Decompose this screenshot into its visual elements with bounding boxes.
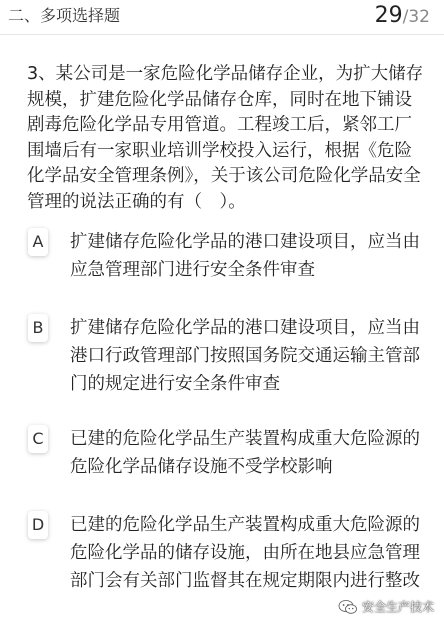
header-bar xyxy=(0,0,444,35)
option-text-a[interactable]: 扩建储存危险化学品的港口建设项目，应当由应急管理部门进行安全条件审查 xyxy=(70,232,420,280)
watermark-text: 安全生产技术 xyxy=(361,600,434,614)
counter-total: 32 xyxy=(408,7,430,27)
option-letter-c[interactable]: C xyxy=(28,425,48,453)
option-letter-b[interactable]: B xyxy=(28,314,48,342)
wechat-icon xyxy=(338,599,358,615)
option-letter-a[interactable]: A xyxy=(28,228,48,256)
option-text-b[interactable]: 扩建储存危险化学品的港口建设项目，应当由港口行政管理部门按照国务院交通运输主管部门的规定进行安全条件审查 xyxy=(70,318,420,394)
counter-current: 29 xyxy=(374,3,403,28)
counter-separator: / xyxy=(402,7,409,27)
option-text-d[interactable]: 已建的危险化学品生产装置构成重大危险源的危险化学品的储存设施，由所在地县应急管理部门会有关部门监督其在规定期限内进行整改 xyxy=(70,515,420,591)
section-title: 二、多项选择题 xyxy=(8,6,121,25)
watermark xyxy=(338,598,434,615)
option-letter-d[interactable]: D xyxy=(28,511,48,539)
option-text-c[interactable]: 已建的危险化学品生产装置构成重大危险源的危险化学品储存设施不受学校影响 xyxy=(70,429,420,477)
question-text: 3、某公司是一家危险化学品储存企业，为扩大储存规模，扩建危险化学品储存仓库，同时在地下铺设剧毒危险化学品专用管道。工程竣工后，紧邻工厂围墙后有一家职业培训学校投入运行，根据《危险化学品安全管理条例》，关于该公司危险化学品安全管理的说法正确的有（ ）。 xyxy=(27,64,424,212)
question-counter xyxy=(375,2,430,31)
